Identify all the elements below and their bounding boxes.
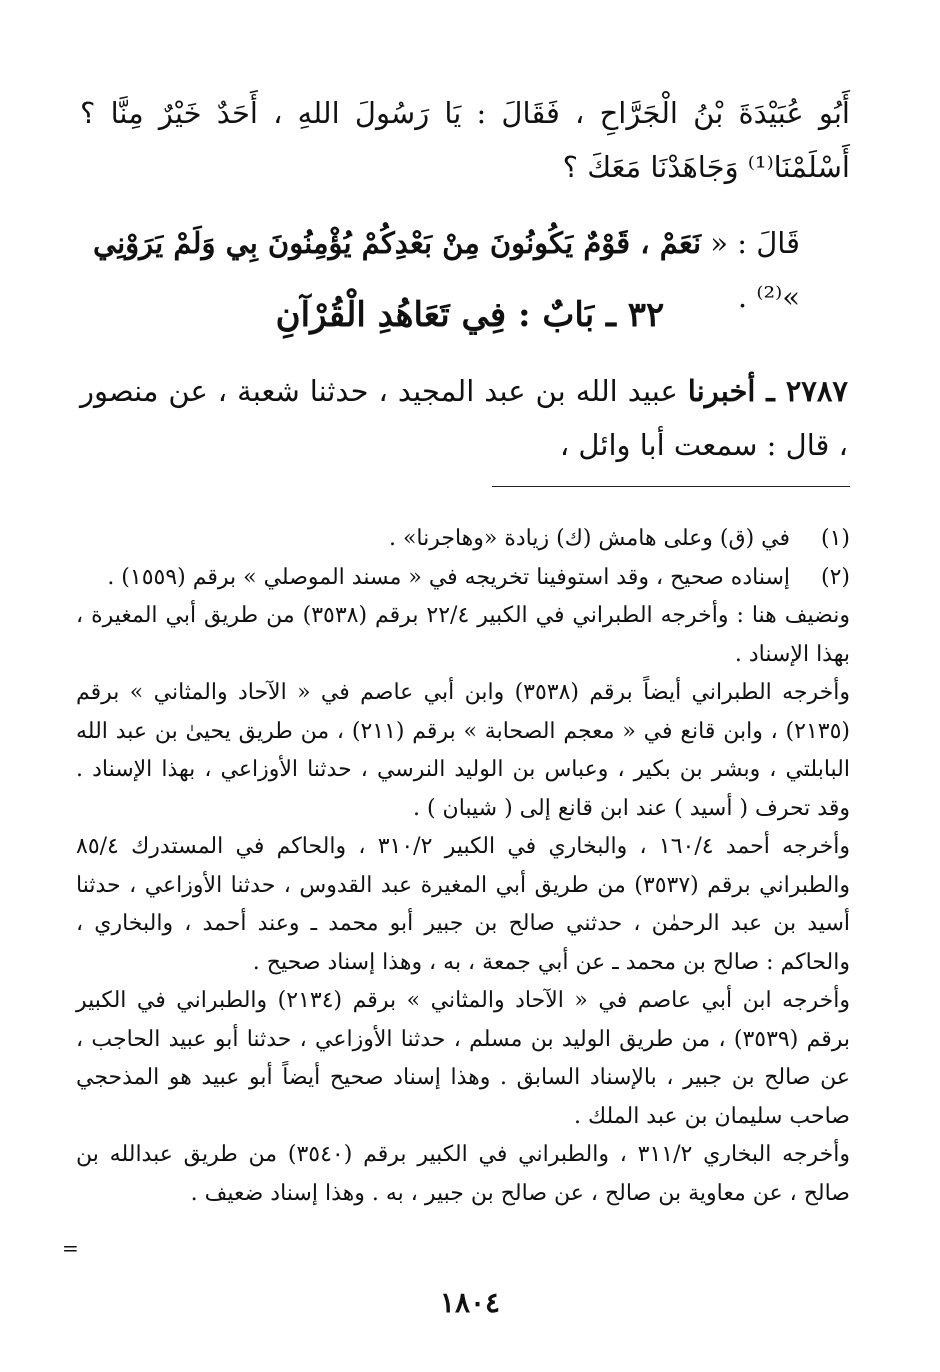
footnote-1 (76, 520, 850, 559)
footnote-paragraph: وأخرجه البخاري ٣١١/٢ ، والطبراني في الكبير برقم (٣٥٤٠) من طريق عبدالله بن صالح ، عن معاوية بن صالح ، عن صالح بن جبير ، به . وهذا إسناد ضعيف . (76, 1142, 850, 1206)
footnote-paragraph: وأخرجه أحمد ١٦٠/٤ ، والبخاري في الكبير ٣١٠/٢ ، والحاكم في المستدرك ٨٥/٤ والطبراني برقم (٣٥٣٧) من طريق أبي المغيرة عبد القدوس ، حدثنا الأوزاعي ، حدثنا أسيد بن عبد الرحمٰن ، حدثني صالح بن جبير أبو محمد ـ وعند أحمد ، والبخاري ، والحاكم : صالح بن محمد ـ عن أبي جمعة ، به ، وهذا إسناد صحيح . (76, 834, 850, 975)
footnote-2 (76, 559, 850, 598)
hadith-number: ٢٧٨٧ ـ أخبرنا (687, 374, 848, 408)
quote-end: »⁽²⁾ . (737, 280, 800, 314)
footnote-text: إسناده صحيح ، وقد استوفينا تخريجه في « مسند الموصلي » برقم (١٥٥٩) . (107, 564, 790, 590)
footnote-paragraph: وأخرجه الطبراني أيضاً برقم (٣٥٣٨) وابن أبي عاصم في « الآحاد والمثاني » برقم (٢١٣٥) ، وابن قانع في « معجم الصحابة » برقم (٢١١) ، من طريق يحيىٰ بن عبد الله البابلتي ، وبشر بن بكير ، وعباس بن الوليد النرسي ، حدثنا الأوزاعي ، بهذا الإسناد . وقد تحرف ( أسيد ) عند ابن قانع إلى ( شيبان ) . (76, 680, 850, 821)
footnotes (76, 520, 850, 1213)
chapter-heading: ٣٢ ـ بَابٌ : فِي تَعَاهُدِ الْقُرْآنِ (275, 295, 665, 335)
continuation-mark: = (62, 1236, 79, 1260)
page-number: ١٨٠٤ (439, 1286, 501, 1319)
quote-intro: قَالَ : « (701, 226, 800, 260)
footnote-divider (492, 486, 850, 487)
footnote-paragraph: وأخرجه ابن أبي عاصم في « الآحاد والمثاني » برقم (٢١٣٤) والطبراني في الكبير برقم (٣٥٣٩) ، من طريق الوليد بن مسلم ، حدثنا الأوزاعي ، حدثنا أبو عبيد الحاجب ، عن صالح بن جبير ، بالإسناد السابق . وهذا إسناد صحيح أيضاً أبو عبيد هو المذحجي صاحب سليمان بن عبد الملك . (76, 988, 850, 1129)
footnote-paragraph: ونضيف هنا : وأخرجه الطبراني في الكبير ٢٢/٤ برقم (٣٥٣٨) من طريق أبي المغيرة ، بهذا الإسناد . (76, 603, 850, 667)
hadith-paragraph (80, 364, 848, 472)
main-paragraph: أَبُو عُبَيْدَةَ بْنُ الْجَرَّاحِ ، فَقَالَ : يَا رَسُولَ اللهِ ، أَحَدٌ خَيْرٌ مِنَّا ؟ أَسْلَمْنَا⁽¹⁾ وَجَاهَدْنَا مَعَكَ ؟ (80, 96, 850, 184)
quote-text: نَعَمْ ، قَوْمٌ يَكُونُونَ مِنْ بَعْدِكُمْ يُؤْمِنُونَ بِي وَلَمْ يَرَوْنِي (92, 226, 702, 260)
footnote-number: (١) (820, 526, 850, 551)
hadith-text: عبيد الله بن عبد المجيد ، حدثنا شعبة ، عن منصور ، قال : سمعت أبا وائل ، (80, 374, 848, 462)
footnote-text: في (ق) وعلى هامش (ك) زيادة «وهاجرنا» . (388, 526, 790, 551)
footnote-number: (٢) (820, 564, 850, 590)
